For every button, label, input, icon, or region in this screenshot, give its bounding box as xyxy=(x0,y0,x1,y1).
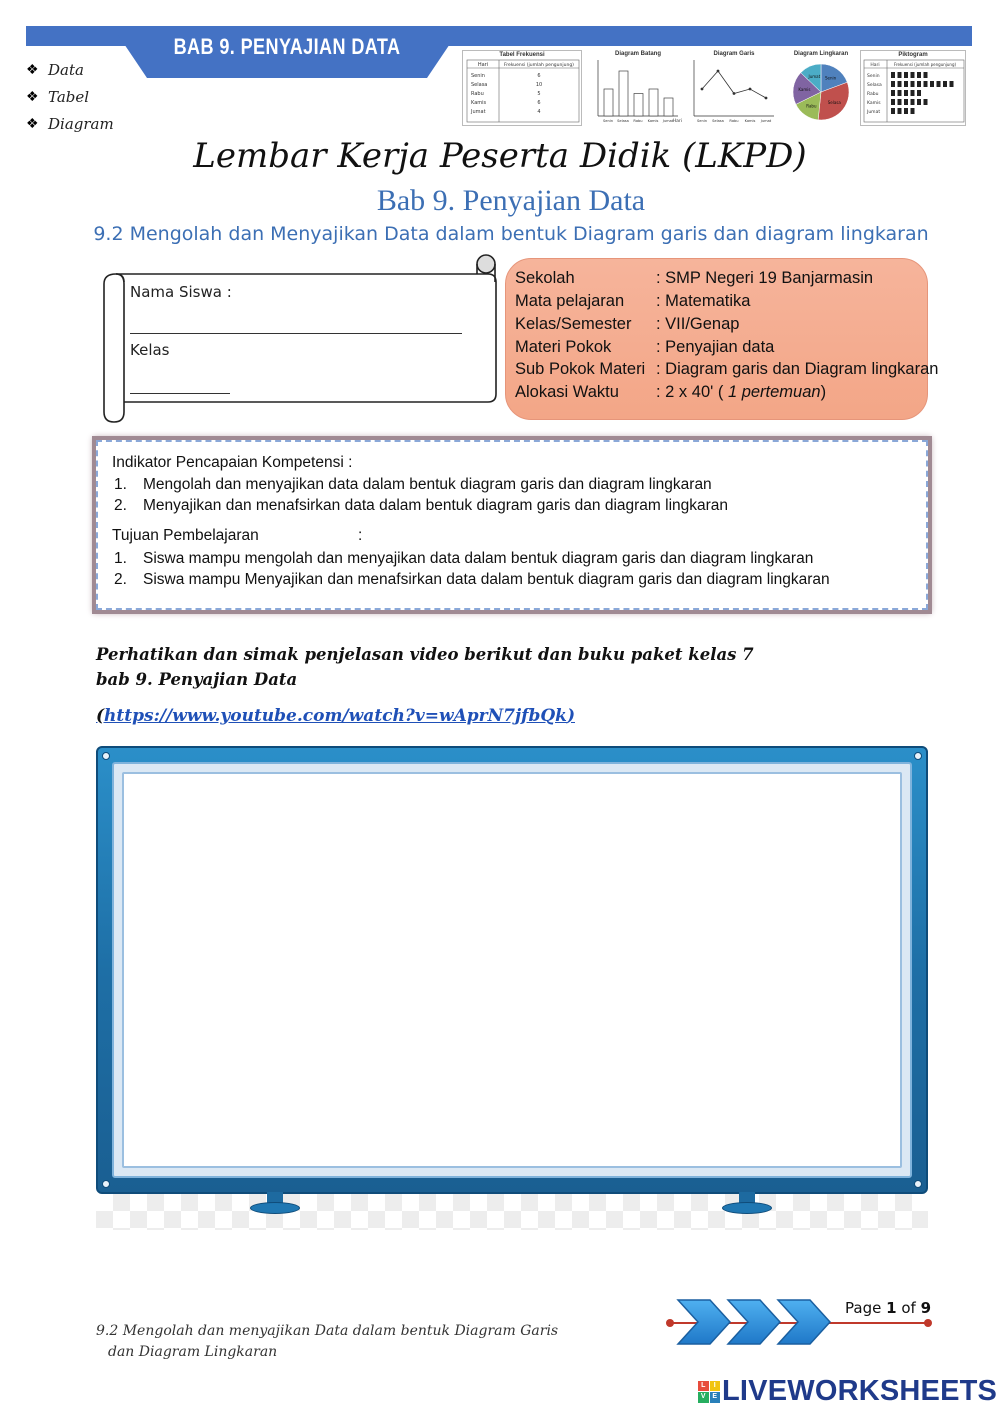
mini-picto-day: Senin xyxy=(867,74,880,79)
mini-picto-figure xyxy=(917,81,921,87)
mini-picto-figure xyxy=(917,72,921,78)
student-scroll-box xyxy=(94,252,502,424)
video-embed-area[interactable] xyxy=(122,772,902,1168)
mini-table-title: Tabel Frekuensi xyxy=(499,52,545,58)
indicator-heading: Indikator Pencapaian Kompetensi : xyxy=(112,454,353,471)
mini-table-cell: 6 xyxy=(537,100,541,106)
page-title: Lembar Kerja Peserta Didik (LKPD) xyxy=(193,136,807,176)
section-title: 9.2 Mengolah dan Menyajikan Data dalam bentuk Diagram garis dan diagram lingkaran xyxy=(93,223,929,245)
mini-line-svg xyxy=(688,50,780,126)
bullet-item: ❖ Tabel xyxy=(26,87,90,106)
mini-line-chart xyxy=(688,50,780,126)
mini-table-cell: Jumat xyxy=(471,109,486,115)
monitor-stand-left xyxy=(250,1192,300,1216)
mini-picto-figure xyxy=(891,108,895,114)
mini-bar-tick: Jumat xyxy=(662,119,674,123)
diamond-bullet-icon: ❖ xyxy=(26,88,39,105)
student-name-label: Nama Siswa : xyxy=(130,283,232,301)
liveworksheets-logo-icon: L I V E xyxy=(698,1381,720,1403)
mini-picto-figure xyxy=(898,81,902,87)
mini-bar-tick: Senin xyxy=(602,119,614,123)
mini-picto-figure xyxy=(911,72,915,78)
indicator-box xyxy=(96,440,928,610)
mini-picto-figure xyxy=(917,90,921,96)
mini-line-title: Diagram Garis xyxy=(713,51,755,57)
mini-picto-figure xyxy=(904,72,908,78)
student-name-field[interactable] xyxy=(130,333,462,334)
instruction-text: Perhatikan dan simak penjelasan video berikut dan buku paket kelas 7 bab 9. Penyajian Data xyxy=(96,645,754,689)
mini-pie-label: Kamis xyxy=(798,86,811,92)
mini-pie-label: Rabu xyxy=(806,103,817,109)
info-row: Mata pelajaran : Matematika xyxy=(515,292,751,310)
mini-picto-figure xyxy=(911,108,915,114)
goals-colon: : xyxy=(358,527,363,544)
mini-table-cell: 5 xyxy=(537,91,541,97)
info-row: Sub Pokok Materi : Diagram garis dan Diagram lingkaran xyxy=(515,360,939,378)
mini-picto-figure xyxy=(911,90,915,96)
mini-picto-day: Kamis xyxy=(867,101,881,106)
screw-icon xyxy=(102,752,110,760)
diamond-bullet-icon: ❖ xyxy=(26,61,39,78)
screw-icon xyxy=(914,1180,922,1188)
mini-line-point xyxy=(749,88,752,91)
mini-line-point xyxy=(701,88,704,91)
mini-picto-figure xyxy=(924,72,928,78)
mini-bar-tick: Rabu xyxy=(633,119,643,123)
goals-heading: Tujuan Pembelajaran xyxy=(112,527,259,544)
mini-picto-figure xyxy=(924,81,928,87)
mini-picto-figure xyxy=(898,108,902,114)
mini-line-tick: Kamis xyxy=(744,119,756,123)
mini-picto-day: Rabu xyxy=(867,92,879,97)
mini-picto-figure xyxy=(924,99,928,105)
mini-line-point xyxy=(717,70,720,73)
mini-pie-label: Jumat xyxy=(808,74,821,80)
mini-frequency-table xyxy=(462,50,582,126)
mini-pie-label: Selasa xyxy=(827,99,841,105)
mini-picto-figure xyxy=(904,99,908,105)
mini-picto-figure xyxy=(898,99,902,105)
footer-dot xyxy=(924,1319,932,1327)
mini-picto-figure xyxy=(891,72,895,78)
mini-table-cell: 10 xyxy=(535,82,543,88)
mini-line-tick: Senin xyxy=(696,119,708,123)
mini-pie-title: Diagram Lingkaran xyxy=(793,51,849,57)
diamond-bullet-icon: ❖ xyxy=(26,115,39,132)
footer-note: 9.2 Mengolah dan menyajikan Data dalam bentuk Diagram Garis dan Diagram Lingkaran xyxy=(96,1323,559,1360)
mini-bar xyxy=(619,71,628,116)
mini-picto-figure xyxy=(937,81,941,87)
student-class-label: Kelas xyxy=(130,341,170,359)
liveworksheets-brand xyxy=(698,1375,997,1408)
chevron-arrows-icon xyxy=(676,1296,846,1348)
mini-picto-figure xyxy=(898,90,902,96)
screw-icon xyxy=(102,1180,110,1188)
mini-picto-figure xyxy=(950,81,954,87)
info-row: Kelas/Semester : VII/Genap xyxy=(515,315,740,333)
mini-table-cell: 4 xyxy=(537,109,541,115)
mini-picto-figure xyxy=(891,81,895,87)
video-monitor-frame xyxy=(96,746,928,1194)
mini-picto-svg xyxy=(861,51,967,127)
screw-icon xyxy=(914,752,922,760)
mini-line-tick: Jumat xyxy=(760,119,772,123)
mini-table-header: Frekuensi (jumlah pengunjung) xyxy=(504,63,574,68)
indicator-number: 1. xyxy=(114,476,127,493)
mini-picto-figure xyxy=(904,90,908,96)
mini-picto-day: Selasa xyxy=(867,83,882,88)
mini-table-cell: Senin xyxy=(471,73,485,79)
mini-table-cell: Kamis xyxy=(471,100,487,106)
lesson-info-box xyxy=(505,258,939,420)
video-link-line: (https://www.youtube.com/watch?v=wAprN7jfbQk) xyxy=(96,706,575,726)
mini-bar-svg xyxy=(592,50,684,126)
mini-pictogram xyxy=(860,50,966,126)
info-row: Sekolah : SMP Negeri 19 Banjarmasin xyxy=(515,269,874,287)
banner-title: BAB 9. PENYAJIAN DATA xyxy=(173,34,401,59)
mini-line-tick: Rabu xyxy=(729,119,739,123)
mini-picto-header: Frekuensi (jumlah pengunjung) xyxy=(893,62,957,67)
mini-picto-figure xyxy=(917,99,921,105)
mini-line-tick: Selasa xyxy=(712,119,724,123)
brand-name: LIVEWORKSHEETS xyxy=(722,1375,998,1407)
footer-dot xyxy=(666,1319,674,1327)
mini-table-cell: 6 xyxy=(537,73,541,79)
monitor-bezel xyxy=(112,762,912,1178)
mini-table-cell: Selasa xyxy=(471,82,488,88)
mini-picto-title: Piktogram xyxy=(898,52,928,58)
mini-bar-title: Diagram Batang xyxy=(614,51,661,57)
chapter-title: Bab 9. Penyajian Data xyxy=(376,184,646,217)
mini-picto-figure xyxy=(891,99,895,105)
mini-picto-figure xyxy=(898,72,902,78)
mini-bar xyxy=(604,89,613,116)
scroll-frame xyxy=(94,252,502,424)
mini-picto-figure xyxy=(911,81,915,87)
info-row: Materi Pokok : Penyajian data xyxy=(515,338,775,356)
mini-pie-label: Senin xyxy=(825,75,837,81)
info-row-time: Alokasi Waktu : 2 x 40' ( 1 pertemuan) xyxy=(515,383,827,401)
mini-picto-figure xyxy=(911,99,915,105)
video-link[interactable]: https://www.youtube.com/watch?v=wAprN7jfbQk xyxy=(104,706,567,726)
mini-bar xyxy=(634,94,643,117)
mini-picto-figure xyxy=(930,81,934,87)
bullet-item: ❖ Data xyxy=(26,60,84,79)
mini-line-point xyxy=(765,97,768,100)
mini-table-grid xyxy=(463,51,583,127)
mini-line-point xyxy=(733,92,736,95)
indicator-number: 2. xyxy=(114,497,127,514)
mini-bar-tick: Kamis xyxy=(647,119,659,123)
mini-pie-svg xyxy=(786,50,856,126)
mini-bar xyxy=(649,89,658,116)
mini-bar-axis-label: Hari xyxy=(672,119,682,124)
mini-pie-chart xyxy=(786,50,856,126)
bullet-item: ❖ Diagram xyxy=(26,114,114,133)
monitor-reflection xyxy=(96,1194,928,1230)
indicator-item: Mengolah dan menyajikan data dalam bentuk diagram garis dan diagram lingkaran xyxy=(143,476,712,493)
mini-picto-figure xyxy=(891,90,895,96)
topic-bullet-list xyxy=(26,56,114,137)
mini-bar-tick: Selasa xyxy=(617,119,629,123)
monitor-stand-right xyxy=(722,1192,772,1216)
mini-table-cell: Rabu xyxy=(471,91,484,97)
goal-number: 1. xyxy=(114,550,127,567)
mini-picto-figure xyxy=(904,81,908,87)
goal-number: 2. xyxy=(114,571,127,588)
mini-table-header: Hari xyxy=(477,62,489,68)
mini-picto-figure xyxy=(904,108,908,114)
goal-item: Siswa mampu mengolah dan menyajikan data dalam bentuk diagram garis dan diagram lingkaran xyxy=(143,550,814,567)
page-indicator: Page 1 of 9 xyxy=(845,1299,932,1317)
student-class-field[interactable] xyxy=(130,393,230,394)
mini-bar-chart xyxy=(592,50,684,126)
mini-picto-figure xyxy=(943,81,947,87)
goal-item: Siswa mampu Menyajikan dan menafsirkan data dalam bentuk diagram garis dan diagram lingkaran xyxy=(143,571,830,588)
mini-picto-header: Hari xyxy=(870,63,880,68)
mini-bar xyxy=(664,98,673,116)
indicator-item: Menyajikan dan menafsirkan data dalam bentuk diagram garis dan diagram lingkaran xyxy=(143,497,729,514)
mini-picto-day: Jumat xyxy=(867,110,881,115)
